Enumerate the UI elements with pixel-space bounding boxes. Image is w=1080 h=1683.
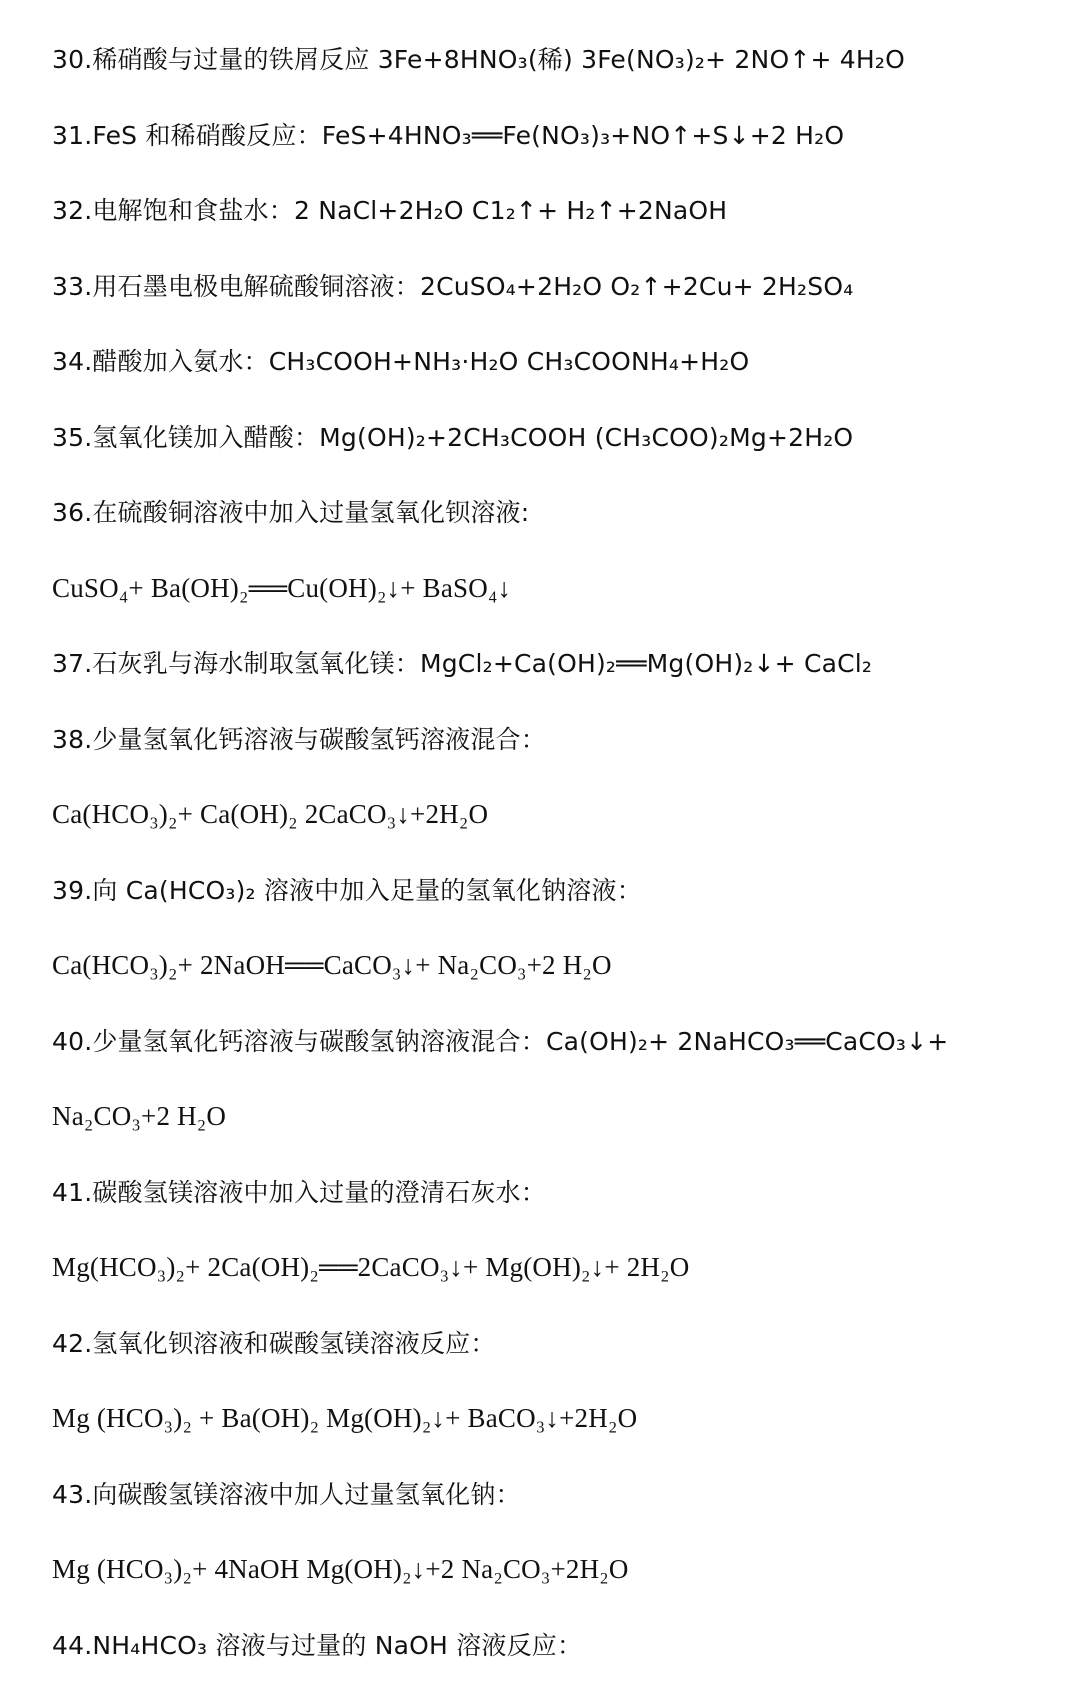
item-heading-44: 44.NH₄HCO₃ 溶液与过量的 NaOH 溶液反应： bbox=[52, 1630, 583, 1660]
equation-38: Ca(HCO₃)₂+ Ca(OH)₂ 2CaCO₃↓+2H₂O bbox=[52, 799, 489, 829]
equation-line-33: 33.用石墨电极电解硫酸铜溶液：2CuSO₄+2H₂O O₂↑+2Cu+ 2H₂SO₄ bbox=[52, 271, 854, 301]
equation-40-continued: Na₂CO₃+2 H₂O bbox=[52, 1101, 227, 1131]
equation-43: Mg (HCO₃)₂+ 4NaOH Mg(OH)₂↓+2 Na₂CO₃+2H₂O bbox=[52, 1554, 629, 1584]
item-heading-41: 41.碳酸氢镁溶液中加入过量的澄清石灰水： bbox=[52, 1177, 546, 1207]
equation-line-37: 37.石灰乳与海水制取氢氧化镁：MgCl₂+Ca(OH)₂══Mg(OH)₂↓+ CaCl₂ bbox=[52, 649, 873, 678]
item-heading-39: 39.向 Ca(HCO₃)₂ 溶液中加入足量的氢氧化钠溶液： bbox=[52, 875, 642, 905]
item-heading-38: 38.少量氢氧化钙溶液与碳酸氢钙溶液混合： bbox=[52, 724, 546, 754]
equation-line-32: 32.电解饱和食盐水：2 NaCl+2H₂O C1₂↑+ H₂↑+2NaOH bbox=[52, 196, 728, 225]
equation-line-30: 30.稀硝酸与过量的铁屑反应 3Fe+8HNO₃(稀) 3Fe(NO₃)₂+ 2NO↑+ 4H₂O bbox=[52, 45, 905, 74]
equation-line-34: 34.醋酸加入氨水：CH₃COOH+NH₃·H₂O CH₃COONH₄+H₂O bbox=[52, 347, 750, 376]
equation-line-31: 31.FeS 和稀硝酸反应：FeS+4HNO₃══Fe(NO₃)₃+NO↑+S↓+2 H₂O bbox=[52, 120, 845, 150]
document-page bbox=[52, 22, 1062, 1683]
equation-line-40: 40.少量氢氧化钙溶液与碳酸氢钠溶液混合：Ca(OH)₂+ 2NaHCO₃══CaCO₃↓+ bbox=[52, 1026, 949, 1056]
equation-42: Mg (HCO₃)₂ + Ba(OH)₂ Mg(OH)₂↓+ BaCO₃↓+2H₂O bbox=[52, 1403, 638, 1433]
equation-36: CuSO₄+ Ba(OH)₂══Cu(OH)₂↓+ BaSO₄↓ bbox=[52, 572, 512, 603]
equation-41: Mg(HCO₃)₂+ 2Ca(OH)₂══2CaCO₃↓+ Mg(OH)₂↓+ 2H₂O bbox=[52, 1252, 690, 1282]
item-heading-43: 43.向碳酸氢镁溶液中加人过量氢氧化钠： bbox=[52, 1479, 521, 1509]
equation-line-35: 35.氢氧化镁加入醋酸：Mg(OH)₂+2CH₃COOH (CH₃COO)₂Mg+2H₂O bbox=[52, 422, 854, 452]
equation-39: Ca(HCO₃)₂+ 2NaOH══CaCO₃↓+ Na₂CO₃+2 H₂O bbox=[52, 950, 612, 980]
item-heading-36: 36.在硫酸铜溶液中加入过量氢氧化钡溶液: bbox=[52, 498, 530, 527]
item-heading-42: 42.氢氧化钡溶液和碳酸氢镁溶液反应： bbox=[52, 1328, 496, 1358]
